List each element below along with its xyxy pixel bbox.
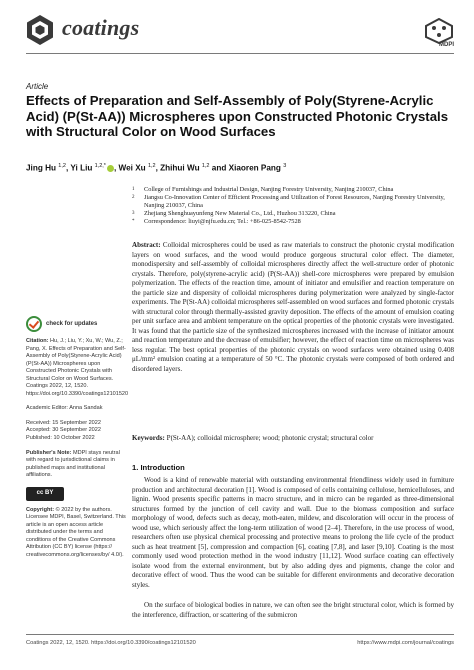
- author-affiliation-mark: 1,2: [201, 163, 210, 169]
- affiliation-item: [132, 186, 452, 194]
- journal-header: [26, 10, 454, 52]
- citation-label: Citation:: [26, 338, 49, 344]
- check-updates-label: check for updates: [46, 320, 98, 327]
- author-affiliation-mark: 3: [283, 163, 287, 169]
- header-rule: [26, 53, 454, 54]
- journal-name: coatings: [62, 15, 140, 40]
- check-updates-icon: [26, 316, 42, 332]
- affiliation-mark: *: [132, 219, 135, 225]
- editor-name: Anna Sandak: [69, 405, 103, 412]
- dates-block: [26, 420, 126, 443]
- affiliation-mark: 1: [132, 187, 135, 192]
- footer-journal-link[interactable]: https://www.mdpi.com/journal/coatings: [357, 640, 454, 646]
- copyright-block: [26, 507, 126, 560]
- accepted-date: Accepted: 30 September 2022: [26, 427, 101, 434]
- intro-paragraph-2: On the surface of biological bodies in nature, we can often see the bright structural color, which is formed by the interference, diffraction, or scattering of the submicron: [132, 601, 454, 619]
- copyright-label: Copyright:: [26, 506, 55, 513]
- footer-rule: [26, 634, 454, 635]
- citation-block: [26, 338, 129, 398]
- article-sidebar: [26, 316, 129, 567]
- affiliation-text: College of Furnishings and Industrial Design, Nanjing Forestry University, Nanjing 210037, China: [144, 186, 394, 193]
- author-affiliation-mark: 1,2: [147, 163, 156, 169]
- cc-by-icon: cc BY: [26, 487, 64, 501]
- coatings-logo-icon: [26, 14, 54, 46]
- academic-editor: [26, 405, 126, 413]
- published-date: Published: 10 October 2022: [26, 435, 95, 442]
- keywords-label: Keywords:: [132, 434, 165, 442]
- abstract-label: Abstract:: [132, 241, 161, 249]
- check-for-updates-button[interactable]: [26, 316, 126, 332]
- affiliation-item: [132, 218, 452, 226]
- intro-paragraph-1: Wood is a kind of renewable material with outstanding environmental friendliness widely used in furniture production and architectural decoration [1]. Wood is composed of cells containing cellulose, hemicelluloses, and lignin. Wood presents specific patterns in macro structure, and in micro can be regarded as three-dimensional structures formed by the junction of cell cavity and wall. Due to the biomass composition and surface morphology of wood, defects such as decay, moth-eaten, mildew, and discoloration will occur in the process of wood use, which seriously affect the long-term utilization of wood [2–4]. Therefore, in the use process of wood, researchers often use physical chemical processing and protective means to prolong the life cycle of the product such as heat treatment [5], compression and compaction [6], coating [7,8], and laser [9,10]. Coating is the most commonly used wood protection method in the wood industry [11,12]. Wood surface coating can effectively isolate wood from the external environment, but by also adding dyes and pigments, change the color and decorative effect of wood. Thus the wood can be suitable for different environments and decorative decoration styles.: [132, 476, 454, 590]
- author-name: Xiaoren Pang: [228, 163, 284, 173]
- abstract-text: Colloidal microspheres could be used as raw materials to construct the photonic crystal modification layers on wood surfaces, and the wood would produce gorgeous structural color effect. The diameter, monodispersity and self-assembly of colloidal microspheres directly affect the well-structure order of photonic crystals. Therefore, poly(styrene-acrylic acid) (P(St-AA)) shell-core microspheres were prepared by emulsion polymerization. The effects of the reaction time, amount of initiator and emulsifier and reaction temperature on the particle size and dispersity of colloidal microspheres during polymerization were analyzed by single-factor experiments. The P(St-AA) colloidal microspheres self-assembled on wood surfaces and formed photonic crystals with structural color through thermally-assisted gravity deposition. The effects of the amount of emulsion coating per unit surface area and ambient temperature on the optical properties of the photonic crystals were investigated. It was found that the particle size of the synthesized microspheres increased with the increase of initiator amount and reaction temperature and the decrease of emulsifier; however, the effect of reaction time on microspheres was less regular. The best optical properties of the photonic crystals on wood surfaces were obtained using 0.408 μL/mm² emulsion coating at a temperature of 50 °C. The photonic crystals were composed of both ordered and disordered layers.: [132, 241, 454, 373]
- keywords: [132, 434, 454, 444]
- publisher-logo-text: MDPI: [439, 42, 454, 48]
- author-affiliation-mark: 1,2: [58, 163, 66, 169]
- affiliation-mark: 2: [132, 195, 135, 201]
- author-name: Yi Liu: [70, 163, 95, 173]
- editor-label: Academic Editor:: [26, 405, 68, 412]
- affiliation-text: Zhejiang Shenghuayunfeng New Material Co., Ltd., Huzhou 313220, China: [144, 210, 336, 218]
- author-affiliation-mark: 1,2,*: [94, 163, 106, 169]
- author-name: Zhihui Wu: [160, 163, 202, 173]
- keywords-text: P(St-AA); colloidal microsphere; wood; photonic crystal; structural color: [166, 434, 374, 442]
- cc-license-badge[interactable]: [26, 487, 126, 501]
- affiliations: [132, 186, 452, 226]
- publisher-note-text: MDPI stays neutral with regard to jurisdictional claims in published maps and institutional affiliations.: [26, 449, 120, 479]
- affiliation-item: [132, 210, 452, 218]
- orcid-icon[interactable]: [107, 165, 114, 172]
- article-title: Effects of Preparation and Self-Assembly of Poly(Styrene-Acrylic Acid) (P(St-AA)) Microspheres upon Constructed Photonic Crystals with Structural Color on Wood Surfaces: [26, 93, 449, 139]
- article-type: Article: [26, 82, 49, 91]
- publisher-note-label: Publisher's Note:: [26, 449, 72, 456]
- footer-citation: Coatings 2022, 12, 1520. https://doi.org/10.3390/coatings12101520: [26, 640, 196, 646]
- mdpi-logo-icon: [424, 18, 454, 44]
- affiliation-text: Correspondence: liuyi@njfu.edu.cn; Tel.: +86-025-8542-7528: [144, 218, 301, 226]
- abstract: [132, 241, 454, 374]
- section-heading: 1. Introduction: [132, 463, 185, 472]
- affiliation-text: Jiangsu Co-Innovation Center of Efficient Processing and Utilization of Forest Resources, Nanjing Forestry University, Nanjing 210037, China: [144, 194, 445, 210]
- received-date: Received: 15 September 2022: [26, 419, 101, 426]
- affiliation-mark: 3: [132, 211, 135, 217]
- affiliation-item: [132, 194, 452, 210]
- copyright-text: © 2022 by the authors. Licensee MDPI, Basel, Switzerland. This article is an open access article distributed under the terms and conditions of the Creative Commons Attribution (CC BY) license (https:// creativecommons.org/licenses/by/ 4.0/).: [26, 506, 126, 559]
- author-name: Wei Xu: [118, 163, 148, 173]
- author-list: Jing Hu $^{1,2}$, Yi Liu $^{1,2,*}$ , Wei Xu $^{1,2}$, Zhihui Wu $^{1,2}$ and Xiaoren Pang $^3$: [26, 163, 287, 173]
- citation-text: Hu, J.; Liu, Y.; Xu, W.; Wu, Z.; Pang, X. Effects of Preparation and Self-Assembly of Poly(Styrene-Acrylic Acid) (P(St-AA)) Microspheres upon Constructed Photonic Crystals with Structural Color on Wood Surfaces. Coatings 2022, 12, 1520. https://doi.org/10.3390/coatings12101520: [26, 338, 129, 397]
- publisher-note: [26, 450, 126, 480]
- author-name: Jing Hu: [26, 163, 59, 173]
